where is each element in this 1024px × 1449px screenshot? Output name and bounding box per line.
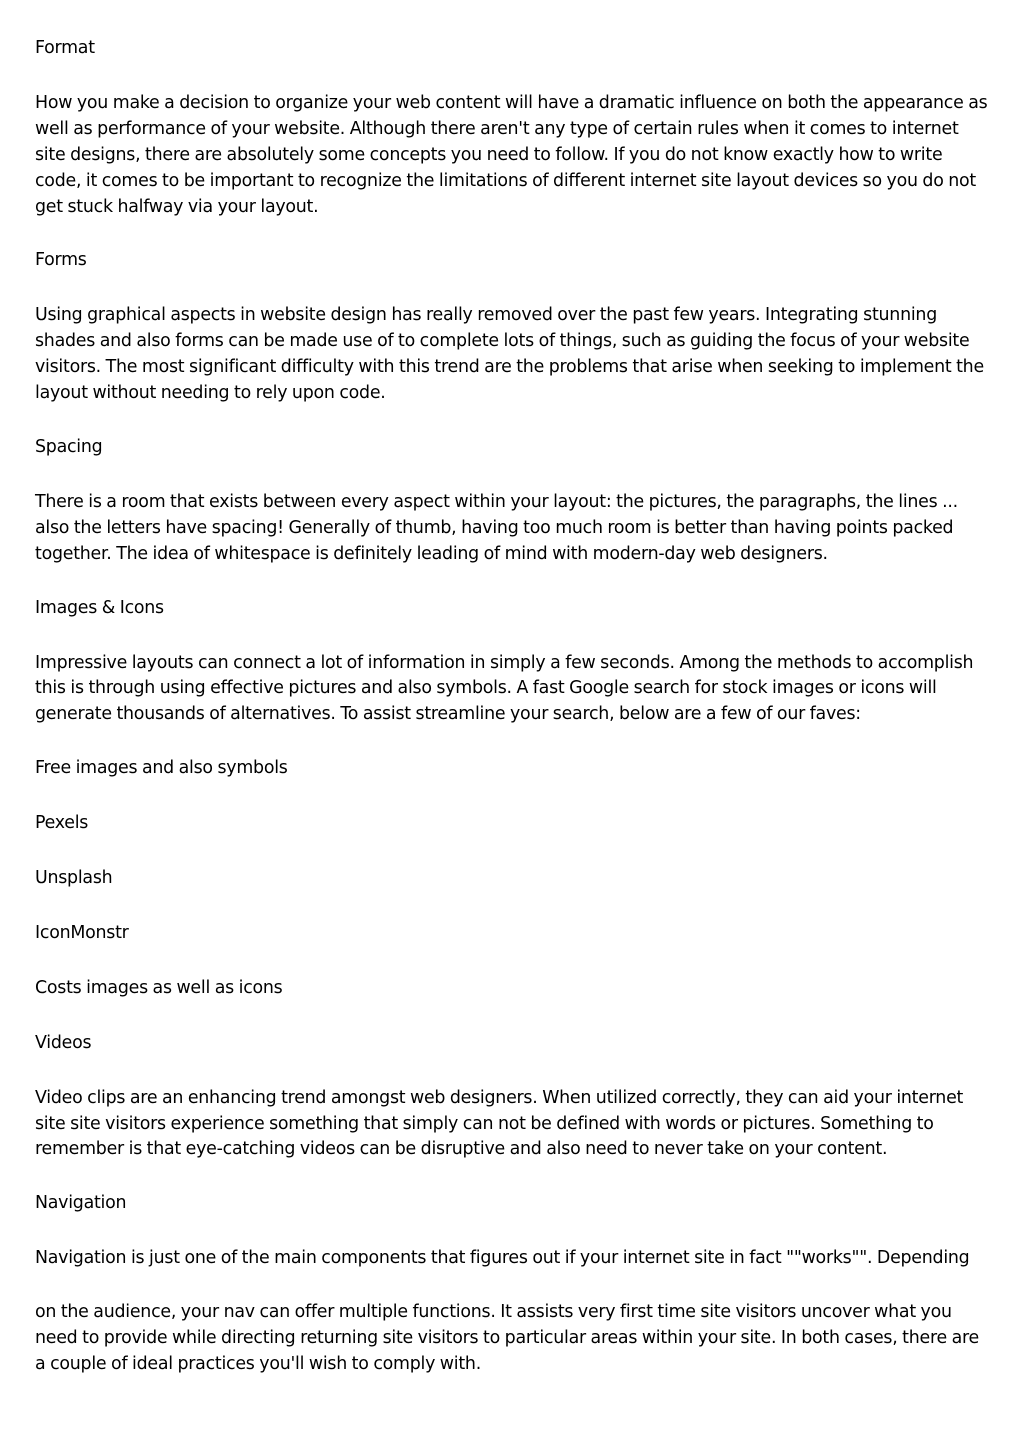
list-item-iconmonstr: IconMonstr bbox=[35, 922, 129, 943]
paragraph-spacing: There is a room that exists between every aspect within your layout: the pictures, the paragraphs, the lines ... also the letters have spacing! Generally of thumb, having too much room is better than having points packed together. The idea of whitespace is definitely leading of mind with modern-day web designers. bbox=[35, 491, 958, 564]
section-heading-images-icons: Images & Icons bbox=[35, 597, 164, 618]
paragraph-videos: Video clips are an enhancing trend amongst web designers. When utilized correctly, they can aid your internet site site visitors experience something that simply can not be defined with words or pictures. Something to remember is that eye-catching videos can be disruptive and also need to never take on your content. bbox=[35, 1087, 964, 1160]
section-heading-navigation: Navigation bbox=[35, 1193, 127, 1214]
section-heading-videos: Videos bbox=[35, 1032, 92, 1053]
list-item-pexels: Pexels bbox=[35, 813, 89, 834]
paragraph-navigation-part-1: Navigation is just one of the main components that figures out if your internet site in fact ""works"". Depending bbox=[35, 1248, 970, 1269]
section-heading-format: Format bbox=[35, 38, 95, 58]
list-item-unsplash: Unsplash bbox=[35, 868, 113, 889]
paragraph-images-icons: Impressive layouts can connect a lot of information in simply a few seconds. Among the methods to accomplish this is through using effective pictures and also symbols. A fast Google search for stock images or icons will generate thousands of alternatives. To assist streamline your search, below are a few of our faves: bbox=[35, 652, 974, 725]
list-item-free-images: Free images and also symbols bbox=[35, 758, 288, 779]
paragraph-forms: Using graphical aspects in website design has really removed over the past few years. Integrating stunning shades and also forms can be made use of to complete lots of things, such as guiding the focus of your website visitors. The most significant difficulty with this trend are the problems that arise when seeking to implement the layout without needing to rely upon code. bbox=[35, 305, 984, 404]
section-heading-spacing: Spacing bbox=[35, 436, 103, 457]
paragraph-navigation-part-2: on the audience, your nav can offer multiple functions. It assists very first time site visitors uncover what you need to provide while directing returning site visitors to particular areas within your site. In both cases, there are a couple of ideal practices you'll wish to comply with. bbox=[35, 1302, 979, 1374]
paragraph-format: How you make a decision to organize your web content will have a dramatic influence on both the appearance as well as performance of your website. Although there aren't any type of certain rules when it comes to internet site designs, there are absolutely some concepts you need to follow. If you do not know exactly how to write code, it comes to be important to recognize the limitations of different internet site layout devices so you do not get stuck halfway via your layout. bbox=[35, 92, 988, 217]
list-item-costs-images: Costs images as well as icons bbox=[35, 977, 283, 998]
section-heading-forms: Forms bbox=[35, 250, 87, 271]
